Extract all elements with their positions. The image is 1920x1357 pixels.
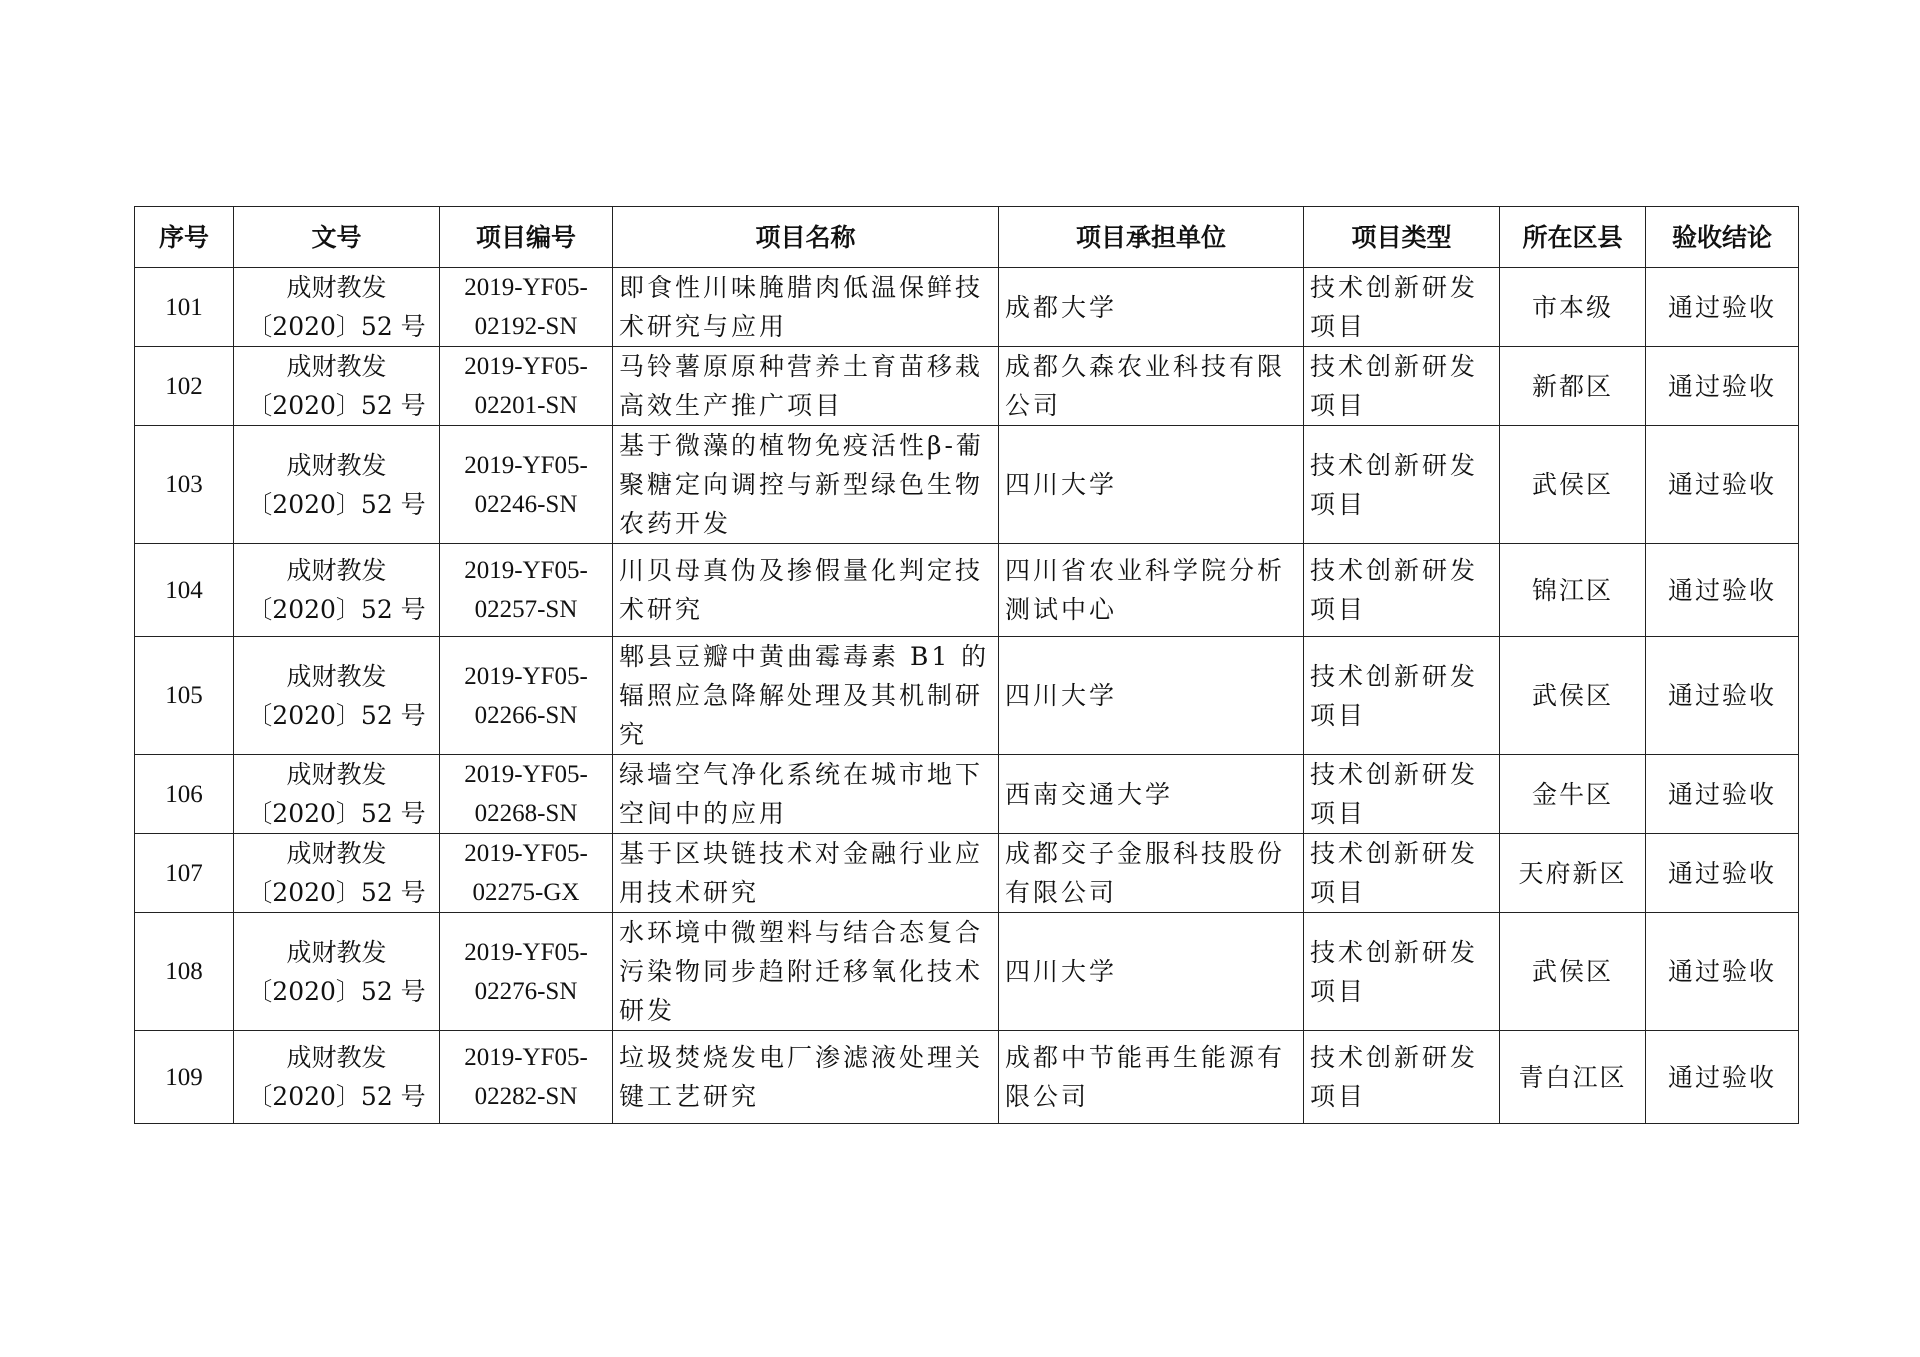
project-code-cell xyxy=(440,544,613,637)
project-name-line: 基于区块链技术对金融行业应 xyxy=(619,839,984,868)
acceptance-result-cell xyxy=(1646,913,1799,1031)
project-code-cell xyxy=(440,755,613,834)
table-row xyxy=(135,347,1799,426)
table-row xyxy=(135,913,1799,1031)
project-type-line: 项目 xyxy=(1310,976,1367,1006)
project-code-line: 2019-YF05- xyxy=(464,274,588,301)
row-number-cell xyxy=(135,268,234,347)
doc-number-line: 成财教发 xyxy=(286,450,387,480)
row-number: 105 xyxy=(165,682,203,709)
undertaking-unit-line: 成都大学 xyxy=(1005,292,1118,322)
row-number-cell xyxy=(135,755,234,834)
project-type-line: 项目 xyxy=(1310,700,1367,730)
project-code-line: 02257-SN xyxy=(474,596,578,623)
project-name-line: 聚糖定向调控与新型绿色生物 xyxy=(619,470,984,499)
project-type-line: 项目 xyxy=(1310,489,1367,519)
doc-number-line: 成财教发 xyxy=(286,1043,387,1072)
doc-number-cell xyxy=(234,268,440,347)
project-type-cell xyxy=(1304,834,1500,913)
undertaking-unit-cell xyxy=(999,347,1304,426)
acceptance-result: 通过验收 xyxy=(1667,681,1776,710)
undertaking-unit-cell xyxy=(999,268,1304,347)
header-cell: 项目名称 xyxy=(613,207,999,268)
project-code-cell xyxy=(440,347,613,426)
project-code-cell xyxy=(440,834,613,913)
project-name-line: 键工艺研究 xyxy=(619,1082,760,1111)
doc-number-cell xyxy=(234,544,440,637)
project-type-line: 技术创新研发 xyxy=(1310,352,1479,381)
project-name-cell xyxy=(613,637,999,755)
acceptance-result: 通过验收 xyxy=(1667,292,1776,322)
project-name-line: 绿墙空气净化系统在城市地下 xyxy=(619,760,984,789)
project-type-line: 技术创新研发 xyxy=(1310,556,1479,585)
doc-number-line: 成财教发 xyxy=(286,937,387,967)
project-code-cell xyxy=(440,426,613,544)
project-type-line: 技术创新研发 xyxy=(1310,937,1479,967)
undertaking-unit-line: 有限公司 xyxy=(1005,878,1118,907)
row-number-cell xyxy=(135,834,234,913)
district: 金牛区 xyxy=(1531,779,1613,809)
project-name-line: 水环境中微塑料与结合态复合 xyxy=(619,918,984,947)
acceptance-result-cell xyxy=(1646,268,1799,347)
acceptance-result-cell xyxy=(1646,834,1799,913)
project-code-line: 02276-SN xyxy=(474,977,578,1005)
district: 新都区 xyxy=(1531,371,1613,401)
project-code-line: 2019-YF05- xyxy=(464,662,588,690)
project-type-cell xyxy=(1304,755,1500,834)
district: 武侯区 xyxy=(1531,957,1613,986)
project-code-line: 02201-SN xyxy=(474,392,578,419)
project-name-line: 究 xyxy=(619,720,648,749)
header-cell: 文号 xyxy=(234,207,440,268)
project-code-cell xyxy=(440,268,613,347)
doc-number-cell xyxy=(234,426,440,544)
doc-number-cell xyxy=(234,347,440,426)
project-code-line: 2019-YF05- xyxy=(464,451,588,479)
doc-number-line: 〔2020〕52 号 xyxy=(247,1082,426,1111)
project-name-line: 即食性川味腌腊肉低温保鲜技 xyxy=(619,273,984,302)
header-cell: 项目编号 xyxy=(440,207,613,268)
district-cell xyxy=(1500,347,1646,426)
table-row xyxy=(135,426,1799,544)
project-code-cell xyxy=(440,637,613,755)
project-name-line: 用技术研究 xyxy=(619,878,760,907)
doc-number-line: 成财教发 xyxy=(286,556,387,585)
project-type-line: 项目 xyxy=(1310,1082,1367,1111)
district: 市本级 xyxy=(1531,292,1613,322)
project-name-line: 术研究 xyxy=(619,595,704,624)
project-code-line: 02282-SN xyxy=(474,1083,578,1110)
undertaking-unit-line: 成都久森农业科技有限 xyxy=(1005,352,1286,381)
acceptance-result: 通过验收 xyxy=(1667,575,1776,605)
acceptance-result-cell xyxy=(1646,544,1799,637)
doc-number-line: 〔2020〕52 号 xyxy=(247,700,426,730)
table-row xyxy=(135,544,1799,637)
acceptance-result: 通过验收 xyxy=(1667,858,1776,888)
project-type-cell xyxy=(1304,544,1500,637)
project-code-line: 2019-YF05- xyxy=(464,840,588,867)
header-cell: 验收结论 xyxy=(1646,207,1799,268)
doc-number-cell xyxy=(234,913,440,1031)
doc-number-line: 〔2020〕52 号 xyxy=(247,878,426,907)
row-number-cell xyxy=(135,426,234,544)
project-name-line: 术研究与应用 xyxy=(619,312,788,341)
project-name-cell xyxy=(613,544,999,637)
project-name-line: 高效生产推广项目 xyxy=(619,391,844,420)
doc-number-line: 成财教发 xyxy=(286,661,387,691)
district: 武侯区 xyxy=(1531,470,1613,499)
project-type-line: 项目 xyxy=(1310,312,1367,341)
header-row xyxy=(135,207,1799,268)
table-row xyxy=(135,834,1799,913)
undertaking-unit-line: 限公司 xyxy=(1005,1082,1090,1111)
district-cell xyxy=(1500,755,1646,834)
doc-number-cell xyxy=(234,1031,440,1124)
acceptance-result-cell xyxy=(1646,426,1799,544)
table-body xyxy=(135,268,1799,1124)
project-type-cell xyxy=(1304,347,1500,426)
row-number: 102 xyxy=(165,372,203,400)
project-type-cell xyxy=(1304,913,1500,1031)
doc-number-line: 成财教发 xyxy=(286,352,387,381)
district-cell xyxy=(1500,544,1646,637)
doc-number-line: 〔2020〕52 号 xyxy=(247,312,426,341)
project-name-line: 郫县豆瓣中黄曲霉毒素 B1 的 xyxy=(619,642,990,671)
project-name-line: 农药开发 xyxy=(619,509,732,538)
project-name-cell xyxy=(613,426,999,544)
project-name-cell xyxy=(613,834,999,913)
table-row xyxy=(135,637,1799,755)
undertaking-unit-line: 四川大学 xyxy=(1005,957,1118,986)
undertaking-unit-cell xyxy=(999,426,1304,544)
doc-number-cell xyxy=(234,637,440,755)
project-name-cell xyxy=(613,347,999,426)
project-type-line: 技术创新研发 xyxy=(1310,760,1479,789)
project-name-line: 污染物同步趋附迁移氧化技术 xyxy=(619,957,984,986)
acceptance-result: 通过验收 xyxy=(1667,371,1776,401)
doc-number-line: 〔2020〕52 号 xyxy=(247,976,426,1006)
district-cell xyxy=(1500,268,1646,347)
acceptance-result: 通过验收 xyxy=(1667,1062,1776,1092)
project-type-line: 项目 xyxy=(1310,391,1367,420)
district-cell xyxy=(1500,834,1646,913)
project-name-line: 基于微藻的植物免疫活性β-葡 xyxy=(619,431,984,460)
acceptance-table xyxy=(134,206,1799,1124)
doc-number-line: 〔2020〕52 号 xyxy=(247,595,426,624)
header-cell: 项目承担单位 xyxy=(999,207,1304,268)
project-type-cell xyxy=(1304,268,1500,347)
project-code-line: 2019-YF05- xyxy=(464,1044,588,1071)
acceptance-result-cell xyxy=(1646,1031,1799,1124)
undertaking-unit-cell xyxy=(999,755,1304,834)
project-name-line: 空间中的应用 xyxy=(619,799,788,828)
table-row xyxy=(135,1031,1799,1124)
header-cell: 项目类型 xyxy=(1304,207,1500,268)
project-name-cell xyxy=(613,268,999,347)
district: 武侯区 xyxy=(1531,681,1613,710)
undertaking-unit-cell xyxy=(999,544,1304,637)
district: 天府新区 xyxy=(1518,858,1627,888)
project-code-line: 02266-SN xyxy=(474,701,578,729)
undertaking-unit-line: 四川大学 xyxy=(1005,681,1118,710)
project-code-cell xyxy=(440,913,613,1031)
project-type-cell xyxy=(1304,637,1500,755)
undertaking-unit-line: 成都中节能再生能源有 xyxy=(1005,1043,1286,1072)
row-number-cell xyxy=(135,1031,234,1124)
project-type-line: 项目 xyxy=(1310,878,1367,907)
row-number: 107 xyxy=(165,859,203,887)
project-code-line: 2019-YF05- xyxy=(464,557,588,584)
header-cell: 所在区县 xyxy=(1500,207,1646,268)
acceptance-result: 通过验收 xyxy=(1667,779,1776,809)
project-name-line: 辐照应急降解处理及其机制研 xyxy=(619,681,984,710)
project-type-line: 项目 xyxy=(1310,799,1367,828)
project-type-line: 技术创新研发 xyxy=(1310,1043,1479,1072)
project-type-line: 技术创新研发 xyxy=(1310,450,1479,480)
project-code-line: 02246-SN xyxy=(474,490,578,518)
undertaking-unit-cell xyxy=(999,913,1304,1031)
row-number: 104 xyxy=(165,576,203,604)
row-number: 106 xyxy=(165,780,203,808)
row-number: 108 xyxy=(165,958,203,985)
project-name-line: 川贝母真伪及掺假量化判定技 xyxy=(619,556,984,585)
project-code-line: 02268-SN xyxy=(474,800,578,827)
project-code-line: 02275-GX xyxy=(472,879,580,906)
project-name-cell xyxy=(613,755,999,834)
row-number-cell xyxy=(135,637,234,755)
doc-number-line: 〔2020〕52 号 xyxy=(247,489,426,519)
row-number: 103 xyxy=(165,471,203,498)
acceptance-result: 通过验收 xyxy=(1667,957,1776,986)
doc-number-line: 〔2020〕52 号 xyxy=(247,391,426,420)
district-cell xyxy=(1500,637,1646,755)
row-number: 109 xyxy=(165,1063,203,1091)
district-cell xyxy=(1500,913,1646,1031)
undertaking-unit-cell xyxy=(999,1031,1304,1124)
table-row xyxy=(135,268,1799,347)
project-type-cell xyxy=(1304,426,1500,544)
acceptance-result-cell xyxy=(1646,347,1799,426)
project-code-line: 2019-YF05- xyxy=(464,761,588,788)
undertaking-unit-line: 四川大学 xyxy=(1005,470,1118,499)
acceptance-result-cell xyxy=(1646,755,1799,834)
district: 青白江区 xyxy=(1518,1062,1627,1092)
header-cell: 序号 xyxy=(135,207,234,268)
district-cell xyxy=(1500,1031,1646,1124)
project-name-line: 研发 xyxy=(619,996,676,1025)
project-type-line: 技术创新研发 xyxy=(1310,661,1479,691)
row-number: 101 xyxy=(165,293,203,321)
doc-number-line: 成财教发 xyxy=(286,839,387,868)
row-number-cell xyxy=(135,347,234,426)
doc-number-cell xyxy=(234,834,440,913)
doc-number-line: 〔2020〕52 号 xyxy=(247,799,426,828)
doc-number-line: 成财教发 xyxy=(286,273,387,302)
project-type-line: 项目 xyxy=(1310,595,1367,624)
project-name-line: 马铃薯原原种营养土育苗移栽 xyxy=(619,352,984,381)
district-cell xyxy=(1500,426,1646,544)
undertaking-unit-cell xyxy=(999,637,1304,755)
doc-number-cell xyxy=(234,755,440,834)
undertaking-unit-cell xyxy=(999,834,1304,913)
project-type-cell xyxy=(1304,1031,1500,1124)
project-name-line: 垃圾焚烧发电厂渗滤液处理关 xyxy=(619,1043,984,1072)
undertaking-unit-line: 测试中心 xyxy=(1005,595,1118,624)
undertaking-unit-line: 四川省农业科学院分析 xyxy=(1005,556,1286,585)
project-code-cell xyxy=(440,1031,613,1124)
undertaking-unit-line: 公司 xyxy=(1005,391,1062,420)
row-number-cell xyxy=(135,913,234,1031)
project-name-cell xyxy=(613,913,999,1031)
table-row xyxy=(135,755,1799,834)
acceptance-result-cell xyxy=(1646,637,1799,755)
project-code-line: 02192-SN xyxy=(474,313,578,340)
project-type-line: 技术创新研发 xyxy=(1310,273,1479,302)
doc-number-line: 成财教发 xyxy=(286,760,387,789)
undertaking-unit-line: 西南交通大学 xyxy=(1005,779,1174,809)
row-number-cell xyxy=(135,544,234,637)
district: 锦江区 xyxy=(1531,575,1613,605)
project-name-cell xyxy=(613,1031,999,1124)
project-type-line: 技术创新研发 xyxy=(1310,839,1479,868)
project-code-line: 2019-YF05- xyxy=(464,938,588,966)
acceptance-result: 通过验收 xyxy=(1667,470,1776,499)
project-code-line: 2019-YF05- xyxy=(464,353,588,380)
undertaking-unit-line: 成都交子金服科技股份 xyxy=(1005,839,1286,868)
